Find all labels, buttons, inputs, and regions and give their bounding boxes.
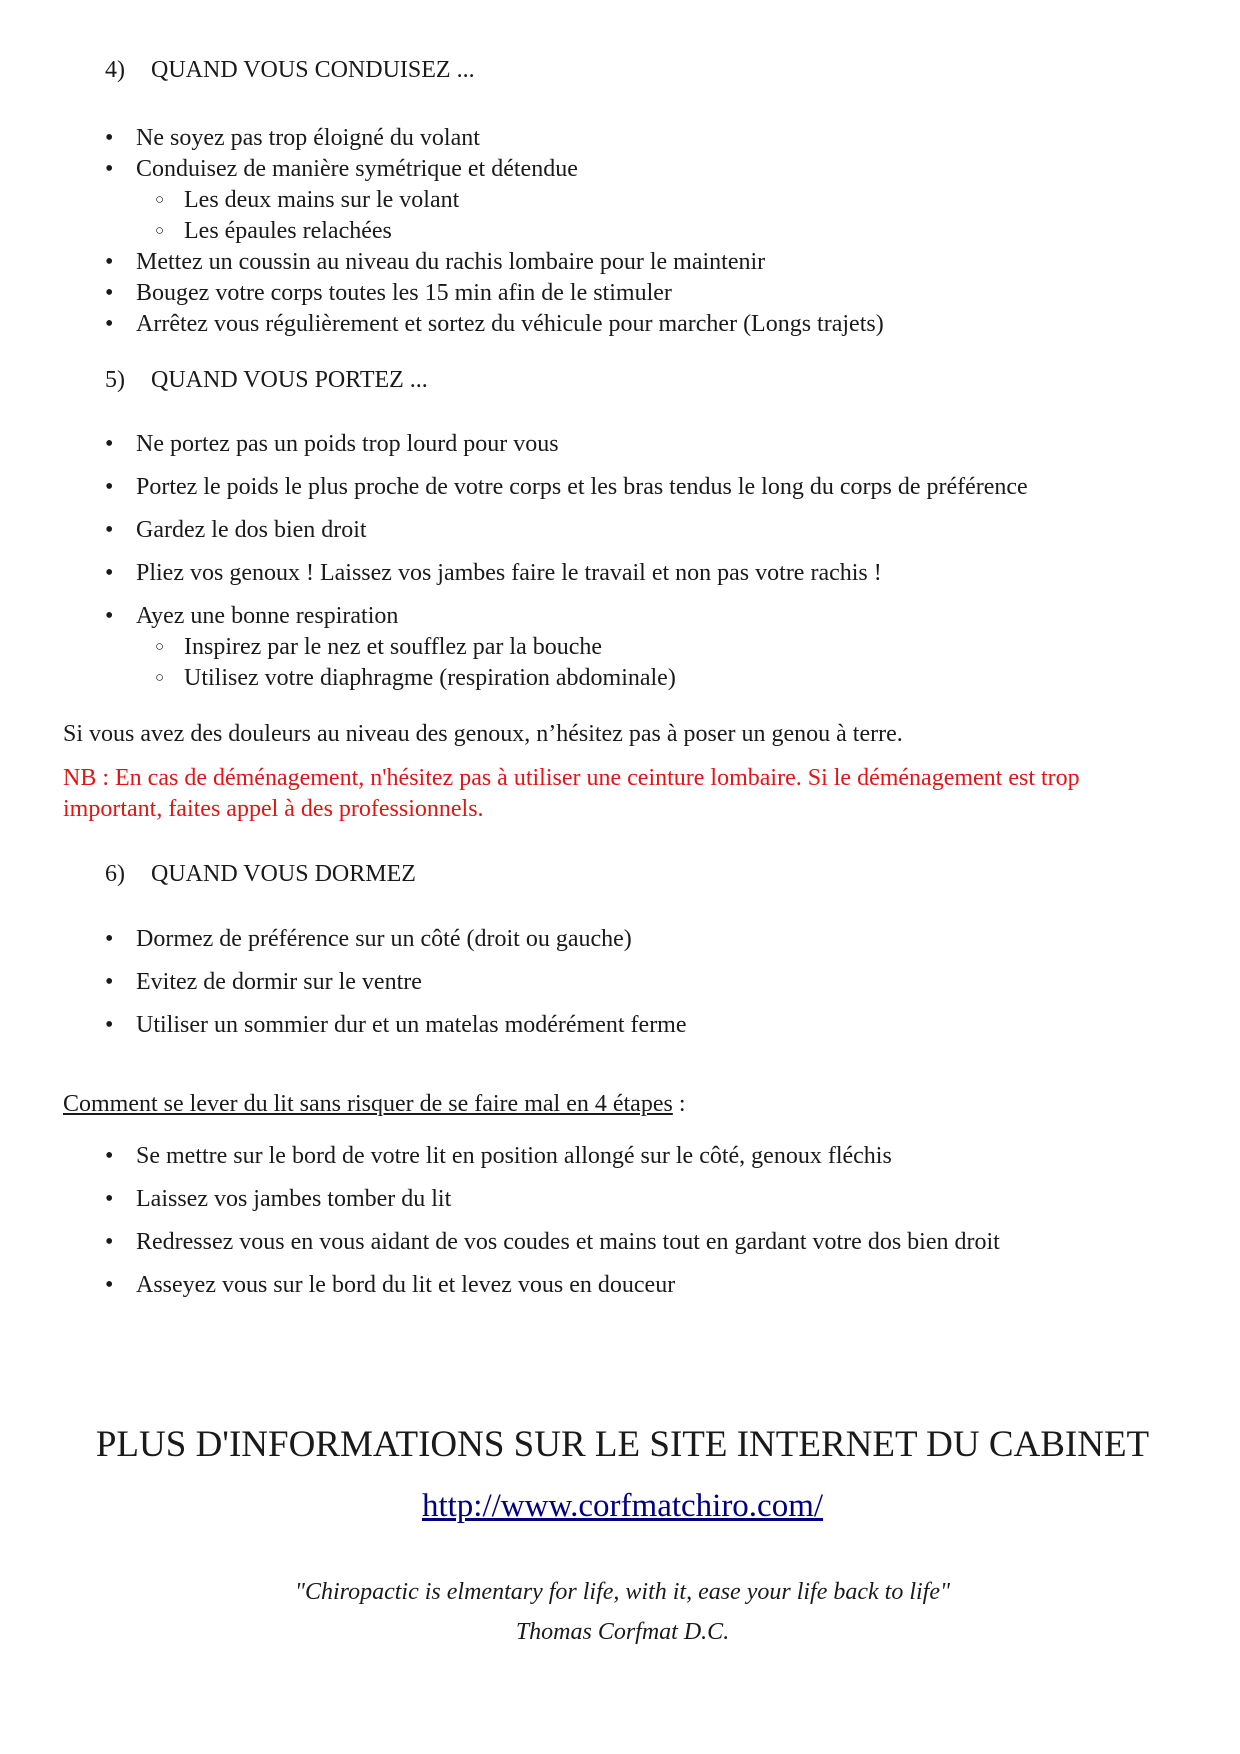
list-item (63, 1227, 1182, 1258)
get-up-list (63, 1141, 1182, 1301)
list-item-text: Pliez vos genoux ! Laissez vos jambes faire le travail et non pas votre rachis ! (136, 560, 882, 586)
list-item-text: Utiliser un sommier dur et un matelas modérément ferme (136, 1012, 687, 1038)
bullet-icon: • (105, 1272, 114, 1298)
bullet-icon: • (105, 603, 114, 629)
list-item-text: Portez le poids le plus proche de votre corps et les bras tendus le long du corps de préférence (136, 474, 1028, 500)
list-item-text: Asseyez vous sur le bord du lit et levez vous en douceur (136, 1272, 676, 1298)
section-5-heading (63, 365, 1182, 396)
list-item (63, 429, 1182, 460)
bullet-icon: • (105, 431, 114, 457)
get-up-heading (63, 1089, 1182, 1120)
get-up-heading-text: Comment se lever du lit sans risquer de se faire mal en 4 étapes (63, 1091, 673, 1117)
list-item (63, 1010, 1182, 1041)
list-item-text: Bougez votre corps toutes les 15 min afin de le stimuler (136, 280, 672, 306)
list-item (63, 924, 1182, 955)
list-item (63, 1184, 1182, 1215)
list-item (63, 967, 1182, 998)
bullet-icon: • (105, 249, 114, 275)
bullet-icon: • (105, 1012, 114, 1038)
list-item-text: Conduisez de manière symétrique et détendue (136, 156, 578, 182)
knee-paragraph: Si vous avez des douleurs au niveau des genoux, n’hésitez pas à poser un genou à terre. (63, 721, 903, 747)
bullet-icon: • (105, 311, 114, 337)
sub-list-item (63, 216, 1182, 247)
bullet-icon: • (105, 156, 114, 182)
bullet-icon: • (105, 474, 114, 500)
list-item-text: Gardez le dos bien droit (136, 517, 367, 543)
bullet-icon: • (105, 926, 114, 952)
list-item (63, 278, 1182, 309)
list-item-text: Dormez de préférence sur un côté (droit ou gauche) (136, 926, 632, 952)
list-item (63, 515, 1182, 546)
list-item (63, 472, 1182, 503)
list-item-text: Ne soyez pas trop éloigné du volant (136, 125, 480, 151)
section-6-list (63, 924, 1182, 1041)
bullet-icon: • (105, 1143, 114, 1169)
quote-text: "Chiropactic is elmentary for life, with it, ease your life back to life" (294, 1579, 951, 1605)
section-4-heading (63, 55, 1182, 86)
circle-bullet-icon: ○ (155, 670, 165, 686)
section-4-number: 4) (105, 57, 125, 83)
list-item-text: Laissez vos jambes tomber du lit (136, 1186, 452, 1212)
list-item (63, 309, 1182, 340)
list-item-text: Redressez vous en vous aidant de vos coudes et mains tout en gardant votre dos bien droit (136, 1229, 1000, 1255)
section-6-number: 6) (105, 861, 125, 887)
sub-list-item (63, 185, 1182, 216)
bullet-icon: • (105, 560, 114, 586)
get-up-heading-colon: : (672, 1091, 686, 1117)
bullet-icon: • (105, 1186, 114, 1212)
bullet-icon: • (105, 517, 114, 543)
list-item-text: Arrêtez vous régulièrement et sortez du véhicule pour marcher (Longs trajets) (136, 311, 884, 337)
list-item-text: Evitez de dormir sur le ventre (136, 969, 422, 995)
list-item-text: Inspirez par le nez et soufflez par la bouche (184, 634, 603, 660)
list-item (63, 558, 1182, 589)
list-item-text: Ne portez pas un poids trop lourd pour vous (136, 431, 559, 457)
bullet-icon: • (105, 125, 114, 151)
list-item-text: Mettez un coussin au niveau du rachis lombaire pour le maintenir (136, 249, 766, 275)
circle-bullet-icon: ○ (155, 223, 165, 239)
list-item (63, 154, 1182, 185)
list-item-text: Les épaules relachées (184, 218, 392, 244)
bullet-icon: • (105, 969, 114, 995)
circle-bullet-icon: ○ (155, 192, 165, 208)
list-item (63, 1270, 1182, 1301)
site-info-title: PLUS D'INFORMATIONS SUR LE SITE INTERNET DU CABINET (95, 1424, 1150, 1465)
sub-list-item (63, 663, 1182, 694)
site-link-row (63, 1485, 1182, 1527)
section-4-list (63, 123, 1182, 340)
section-5-number: 5) (105, 367, 125, 393)
author-text: Thomas Corfmat D.C. (515, 1619, 730, 1645)
circle-bullet-icon: ○ (155, 639, 165, 655)
list-item (63, 123, 1182, 154)
list-item-text: Ayez une bonne respiration (136, 603, 399, 629)
site-link[interactable]: http://www.corfmatchiro.com/ (421, 1488, 824, 1524)
section-6-heading (63, 859, 1182, 890)
list-item-text: Utilisez votre diaphragme (respiration abdominale) (184, 665, 676, 691)
list-item (63, 601, 1182, 632)
bullet-icon: • (105, 1229, 114, 1255)
section-5-list (63, 429, 1182, 694)
list-item (63, 1141, 1182, 1172)
bullet-icon: • (105, 280, 114, 306)
nb-note: NB : En cas de déménagement, n'hésitez pas à utiliser une ceinture lombaire. Si le déménagement est trop important, faites appel à des professionnels. (63, 765, 1080, 822)
section-6-title: QUAND VOUS DORMEZ (151, 861, 416, 887)
list-item-text: Se mettre sur le bord de votre lit en position allongé sur le côté, genoux fléchis (136, 1143, 892, 1169)
list-item-text: Les deux mains sur le volant (184, 187, 460, 213)
sub-list-item (63, 632, 1182, 663)
list-item (63, 247, 1182, 278)
section-5-title: QUAND VOUS PORTEZ ... (151, 367, 428, 393)
section-4-title: QUAND VOUS CONDUISEZ ... (151, 57, 475, 83)
